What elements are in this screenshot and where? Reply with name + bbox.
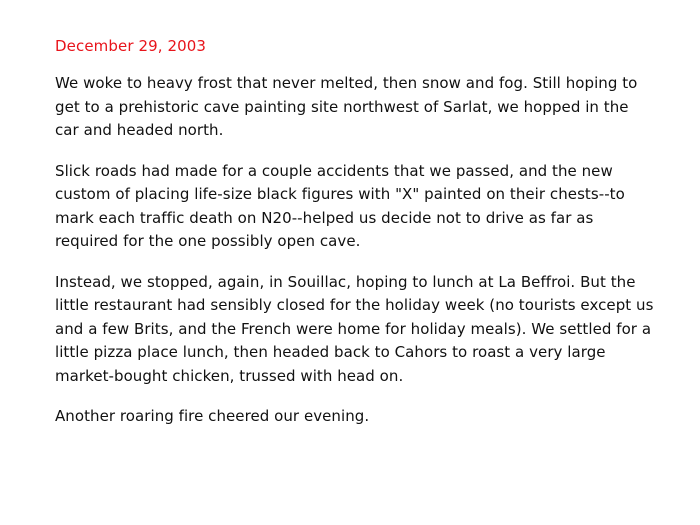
journal-entry	[55, 36, 655, 446]
paragraph-4: Another roaring fire cheered our evening.	[55, 407, 370, 425]
paragraph-1: We woke to heavy frost that never melted, then snow and fog. Still hoping to get to a prehistoric cave painting site northwest of Sarlat, we hopped in the car and headed north.	[55, 74, 638, 139]
entry-date: December 29, 2003	[55, 37, 207, 55]
paragraph-2: Slick roads had made for a couple accidents that we passed, and the new custom of placing life-size black figures with "X" painted on their chests--to mark each traffic death on N20--helped us decide not to drive as far as required for the one possibly open cave.	[55, 161, 625, 250]
paragraph-3: Instead, we stopped, again, in Souillac, hoping to lunch at La Beffroi. But the little restaurant had sensibly closed for the holiday week (no tourists except us and a few Brits, and the French were home for holiday meals). We settled for a little pizza place lunch, then headed back to Cahors to roast a very large market-bought chicken, trussed with head on.	[55, 272, 654, 385]
